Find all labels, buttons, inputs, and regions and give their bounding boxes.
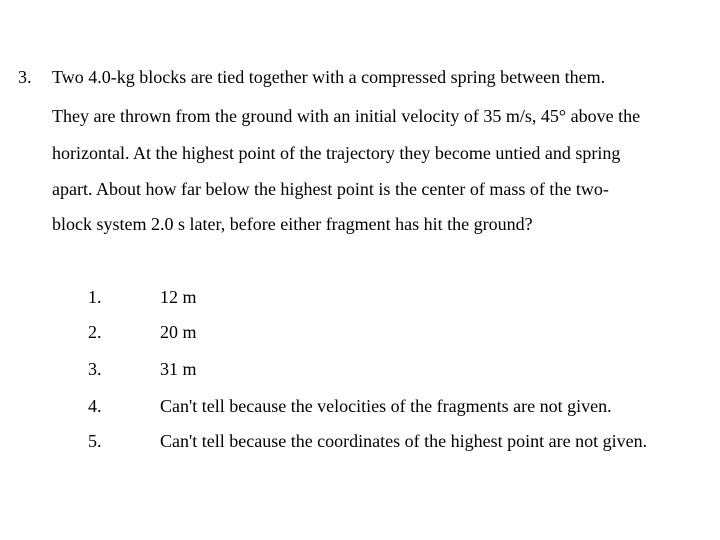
question-number: 3.: [18, 67, 32, 87]
option-text: Can't tell because the coordinates of the highest point are not given.: [160, 431, 648, 451]
option-number: 1.: [88, 287, 102, 307]
option-number: 5.: [88, 431, 102, 451]
question-text-line-3: horizontal. At the highest point of the trajectory they become untied and spring: [52, 143, 621, 163]
option-text: 31 m: [160, 359, 197, 379]
question-text-line-1: Two 4.0-kg blocks are tied together with a compressed spring between them.: [52, 67, 606, 87]
option-number: 3.: [88, 359, 102, 379]
question-text-line-2: They are thrown from the ground with an initial velocity of 35 m/s, 45° above the: [52, 106, 641, 126]
option-text: 12 m: [160, 287, 197, 307]
option-number: 4.: [88, 396, 102, 416]
option-text: 20 m: [160, 322, 197, 342]
question-text-line-4: apart. About how far below the highest point is the center of mass of the two-: [52, 179, 609, 199]
option-number: 2.: [88, 322, 102, 342]
question-text-line-5: block system 2.0 s later, before either fragment has hit the ground?: [52, 214, 533, 234]
option-text: Can't tell because the velocities of the fragments are not given.: [160, 396, 612, 416]
